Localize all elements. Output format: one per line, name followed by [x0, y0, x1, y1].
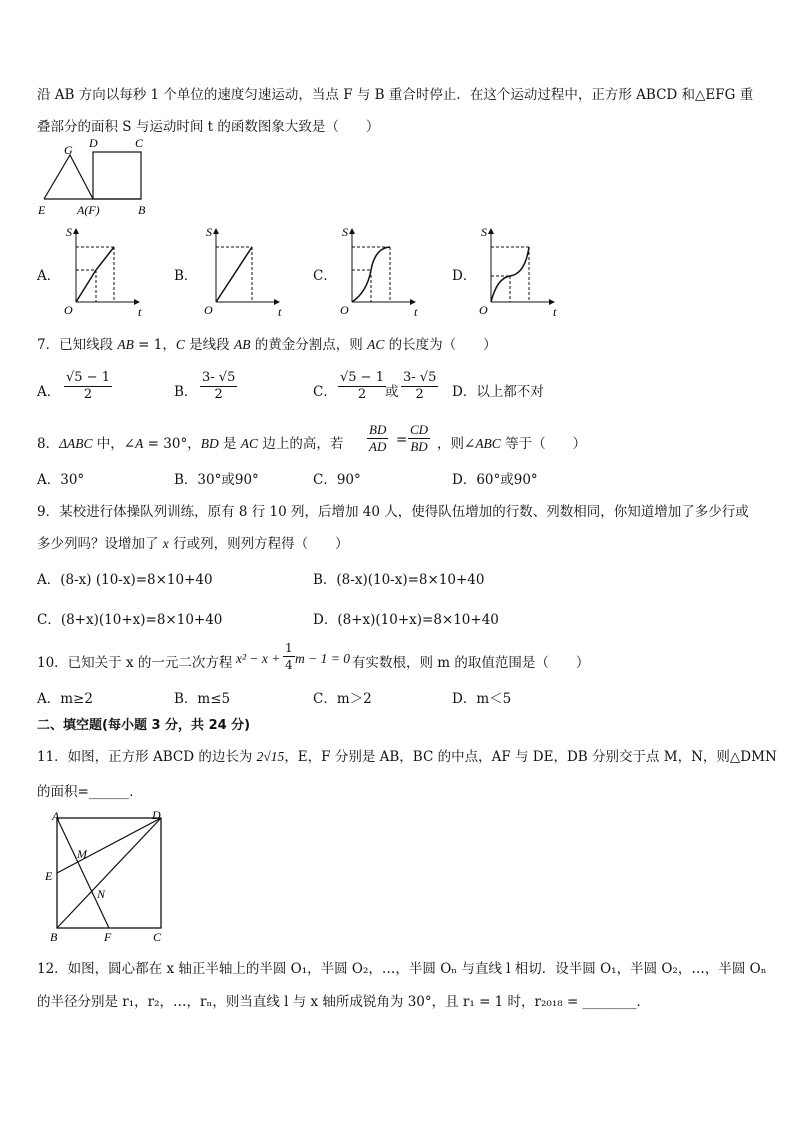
- q10-option-a: A．m≥2: [37, 691, 93, 707]
- q7-option-c-fraction1: $\frac{√5 - 1}{2}$: [340, 370, 384, 402]
- q9-option-d: D．(8+x)(10+x)=8×10+40: [313, 612, 499, 628]
- axis-o: O: [340, 303, 349, 317]
- q8-option-a: A．30°: [37, 472, 85, 488]
- q7-option-b-label: B．: [174, 384, 198, 400]
- q10-equation-a: x² − x +: [236, 651, 281, 666]
- axis-t: t: [414, 305, 418, 319]
- axis-o: O: [204, 303, 213, 317]
- label-N: N: [97, 887, 106, 901]
- label-B: B: [138, 203, 146, 217]
- axis-t: t: [553, 305, 557, 319]
- q10-stem-a: 10．已知关于 x 的一元二次方程: [37, 655, 233, 671]
- label-F: F: [104, 930, 112, 943]
- label-D: D: [152, 808, 161, 822]
- q9-option-c: C．(8+x)(10+x)=8×10+40: [37, 612, 223, 628]
- q6-graph-d: [473, 224, 561, 319]
- q7-option-d: D．以上都不对: [452, 384, 544, 400]
- label-B: B: [50, 930, 58, 943]
- q11-figure: [40, 808, 175, 943]
- axis-s: S: [66, 225, 72, 239]
- q10-equation-b: m − 1 = 0: [295, 651, 350, 666]
- q7-option-a-label: A．: [37, 384, 61, 400]
- q8-option-b: B．30°或90°: [174, 472, 259, 488]
- axis-o: O: [64, 303, 73, 317]
- q8-equals: =: [396, 432, 408, 448]
- q6-option-c-label: C．: [313, 268, 337, 284]
- q8-fraction2: $\frac{CD}{BD}$: [410, 422, 429, 454]
- q7-option-c-fraction2: $\frac{3- √5}{2}$: [403, 370, 437, 402]
- q6-graph-b: [198, 224, 286, 319]
- label-A: A: [52, 809, 60, 823]
- axis-s: S: [342, 225, 348, 239]
- q10-option-b: B．m≤5: [174, 691, 231, 707]
- q12-line1: 12．如图，圆心都在 x 轴正半轴上的半圆 O₁，半圆 O₂，…，半圆 Oₙ 与直线 l 相切．设半圆 O₁，半圆 O₂，…，半圆 Oₙ: [37, 961, 767, 977]
- q8-fraction1: $\frac{BD}{AD}$: [369, 422, 387, 454]
- q7-option-c-or: 或: [385, 384, 399, 400]
- label-E: E: [38, 203, 46, 217]
- label-E: E: [45, 869, 53, 883]
- q8-option-d: D．60°或90°: [452, 472, 538, 488]
- q10-fraction: $\frac{1}{4}$: [285, 641, 293, 672]
- q6-graph-c: [334, 224, 422, 319]
- q12-line2: 的半径分别是 r₁，r₂，…，rₙ，则当直线 l 与 x 轴所成锐角为 30°，且 r₁ = 1 时，r₂₀₁₈ = ________．: [37, 994, 651, 1010]
- q11-line2: 的面积=______．: [37, 784, 143, 800]
- q6-option-a-label: A．: [37, 268, 61, 284]
- q9-option-a: A．(8-x) (10-x)=8×10+40: [37, 572, 213, 588]
- q6-figure: [36, 136, 161, 218]
- q9-option-b: B．(8-x)(10-x)=8×10+40: [313, 572, 485, 588]
- q7-option-c-label: C．: [313, 384, 337, 400]
- label-D: D: [89, 136, 98, 150]
- q7-option-b-fraction: $\frac{3- √5}{2}$: [202, 370, 236, 402]
- label-AF: A(F): [77, 203, 100, 217]
- q10-option-d: D．m＜5: [452, 691, 512, 707]
- label-G: G: [64, 143, 73, 157]
- axis-t: t: [278, 305, 282, 319]
- q10-option-c: C．m＞2: [313, 691, 372, 707]
- q6-option-b-label: B．: [174, 268, 198, 284]
- q7-stem: 7．已知线段 AB = 1，C 是线段 AB 的黄金分割点，则 AC 的长度为（ ）: [37, 337, 497, 353]
- q7-option-a-fraction: $\frac{√5 - 1}{2}$: [66, 370, 110, 402]
- axis-s: S: [481, 225, 487, 239]
- q6-line2: 叠部分的面积 S 与运动时间 t 的函数图象大致是（ ）: [37, 119, 380, 135]
- q6-graph-a: [58, 224, 146, 319]
- q8-option-c: C．90°: [313, 472, 361, 488]
- label-M: M: [77, 847, 87, 861]
- q11-line1: 11．如图，正方形 ABCD 的边长为 2√15，E，F 分别是 AB，BC 的中点，AF 与 DE，DB 分别交于点 M，N，则△DMN: [37, 749, 777, 765]
- q10-stem-b: 有实数根，则 m 的取值范围是（ ）: [352, 655, 590, 671]
- label-C: C: [153, 930, 162, 943]
- q6-line1: 沿 AB 方向以每秒 1 个单位的速度匀速运动，当点 F 与 B 重合时停止．在这个运动过程中，正方形 ABCD 和△EFG 重: [37, 87, 754, 103]
- q8-stem-b: ，则∠ABC 等于（ ）: [437, 436, 587, 452]
- label-C: C: [135, 136, 144, 150]
- axis-o: O: [479, 303, 488, 317]
- q6-option-d-label: D．: [452, 268, 477, 284]
- q9-line1: 9．某校进行体操队列训练，原有 8 行 10 列，后增加 40 人，使得队伍增加的行数、列数相同，你知道增加了多少行或: [37, 504, 749, 520]
- axis-t: t: [138, 305, 142, 319]
- axis-s: S: [206, 225, 212, 239]
- q8-stem-a: 8．ΔABC 中，∠A = 30°，BD 是 AC 边上的高，若: [37, 436, 344, 452]
- q9-line2: 多少列吗？设增加了 x 行或列，则列方程得（ ）: [37, 536, 349, 552]
- section-heading: 二、填空题(每小题 3 分，共 24 分): [37, 718, 251, 733]
